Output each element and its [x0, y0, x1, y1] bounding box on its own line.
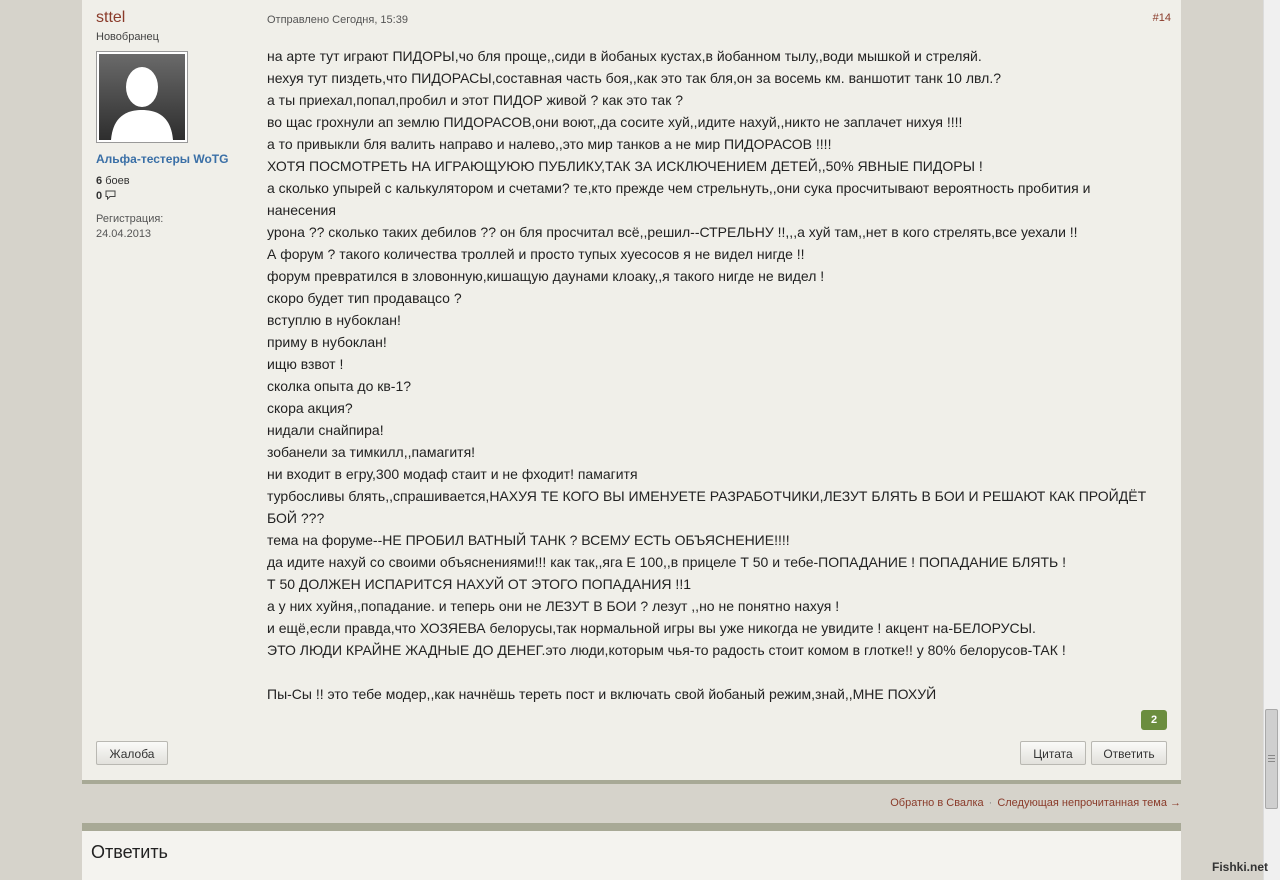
report-button[interactable]: Жалоба — [96, 741, 168, 765]
post-line — [267, 661, 1167, 683]
post-date: Отправлено Сегодня, 15:39 — [267, 14, 408, 26]
scrollbar-thumb[interactable] — [1265, 709, 1278, 809]
post-line: нидали снайпира! — [267, 422, 384, 438]
nav-separator: · — [988, 797, 993, 809]
post-permalink[interactable]: #14 — [1152, 12, 1171, 24]
post-line: приму в нубоклан! — [267, 334, 387, 350]
reply-section-title: Ответить — [91, 842, 168, 862]
post-line: турбосливы блять,,спрашивается,НАХУЯ ТЕ КОГО ВЫ ИМЕНУЕТЕ РАЗРАБОТЧИКИ,ЛЕЗУТ БЛЯТЬ В БОИ И РЕШАЮТ КАК ПРОЙДЁТ — [267, 488, 1147, 504]
post-line: ищю взвот ! — [267, 356, 344, 372]
scrollbar-grip-line — [1268, 761, 1275, 762]
post-line: и ещё,если правда,что ХОЗЯЕВА белорусы,так нормальной игры вы уже никогда не увидите ! акцент на-БЕЛОРУСЫ. — [267, 620, 1036, 636]
scrollbar-grip-line — [1268, 755, 1275, 756]
post-line: урона ?? сколько таких дебилов ?? он бля просчитал всё,,решил--СТРЕЛЬНУ !!,,,а хуй там,,нет в кого стрелять,все уехали !! — [267, 224, 1078, 240]
reputation-badge[interactable]: 2 — [1141, 710, 1167, 730]
post-line: нанесения — [267, 202, 336, 218]
post-body — [267, 45, 1167, 705]
reply-section-divider — [82, 823, 1181, 831]
author-comments-stat — [96, 190, 116, 202]
post-line: вступлю в нубоклан! — [267, 312, 401, 328]
post-line: зобанели за тимкилл,,памагитя! — [267, 444, 476, 460]
back-to-forum-link[interactable]: Обратно в Свалка — [890, 797, 984, 809]
post-line: ЭТО ЛЮДИ КРАЙНЕ ЖАДНЫЕ ДО ДЕНЕГ.это люди,которым чья-то радость стоит комом в глотке!! у 80% белорусов-ТАК ! — [267, 642, 1066, 658]
author-name-link[interactable]: sttel — [96, 9, 126, 26]
post-line: во щас грохнули ап землю ПИДОРАСОВ,они воют,,да сосите хуй,,идите нахуй,,никто не заплачет нихуя !!!! — [267, 114, 963, 130]
post-line: А форум ? такого количества троллей и просто тупых хуесосов я не видел нигде !! — [267, 246, 805, 262]
post-line: а у них хуйня,,попадание. и теперь они не ЛЕЗУТ В БОИ ? лезут ,,но не понятно нахуя ! — [267, 598, 840, 614]
post-line: Пы-Сы !! это тебе модер,,как начнёшь тереть пост и включать свой йобаный режим,знай,,МНЕ ПОХУЙ — [267, 686, 937, 702]
post-line: БОЙ ??? — [267, 510, 325, 526]
post-divider — [82, 780, 1181, 784]
post-line: нехуя тут пиздеть,что ПИДОРАСЫ,составная часть боя,,как это так бля,он за восемь км. ваншотит танк 10 лвл.? — [267, 70, 1001, 86]
reply-button[interactable]: Ответить — [1091, 741, 1167, 765]
battles-label: боев — [105, 175, 130, 187]
topic-navigation — [82, 797, 1181, 809]
post-line: на арте тут играют ПИДОРЫ,чо бля проще,,сиди в йобаных кустах,в йобанном тылу,,води мышкой и стреляй. — [267, 48, 982, 64]
quote-button[interactable]: Цитата — [1020, 741, 1086, 765]
author-battles-stat — [96, 175, 130, 187]
post-line: а то привыкли бля валить направо и налево,,это мир танков а не мир ПИДОРАСОВ !!!! — [267, 136, 832, 152]
post-line: форум превратился в зловонную,кишащую даунами клоаку,,я такого нигде не видел ! — [267, 268, 825, 284]
battles-count: 6 — [96, 175, 103, 187]
post-line: тема на форуме--НЕ ПРОБИЛ ВАТНЫЙ ТАНК ? ВСЕМУ ЕСТЬ ОБЪЯСНЕНИЕ!!!! — [267, 532, 790, 548]
post-line: сколка опыта до кв-1? — [267, 378, 412, 394]
default-user-silhouette-icon — [99, 54, 185, 140]
avatar[interactable] — [96, 51, 188, 143]
post-line: а сколько упырей с калькулятором и счетами? те,кто прежде чем стрельнуть,,они сука просчитывают вероятность пробития и — [267, 180, 1091, 196]
watermark: Fishki.net — [1212, 860, 1269, 874]
post-line: а ты приехал,попал,пробил и этот ПИДОР живой ? как это так ? — [267, 92, 684, 108]
post-line: ХОТЯ ПОСМОТРЕТЬ НА ИГРАЮЩУЮЮ ПУБЛИКУ,ТАК ЗА ИСКЛЮЧЕНИЕМ ДЕТЕЙ,,50% ЯВНЫЕ ПИДОРЫ ! — [267, 158, 983, 174]
author-rank: Новобранец — [96, 31, 159, 43]
post-line: Т 50 ДОЛЖЕН ИСПАРИТСЯ НАХУЙ ОТ ЭТОГО ПОПАДАНИЯ !!1 — [267, 576, 691, 592]
comments-count: 0 — [96, 190, 103, 202]
scrollbar-grip-line — [1268, 758, 1275, 759]
reply-section — [82, 831, 1181, 880]
next-unread-topic-link[interactable]: Следующая непрочитанная тема → — [997, 797, 1181, 809]
post-line: скоро будет тип продавацсо ? — [267, 290, 462, 306]
author-group-link[interactable]: Альфа-тестеры WoTG — [96, 152, 229, 166]
post-line: ни входит в егру,300 модаф стаит и не фходит! памагитя — [267, 466, 638, 482]
post-line: скора акция? — [267, 400, 353, 416]
registration-label: Регистрация: — [96, 213, 164, 225]
registration-date: 24.04.2013 — [96, 228, 152, 240]
post-line: да идите нахуй со своими объяснениями!!! как так,,яга Е 100,,в прицеле Т 50 и тебе-ПОПАДАНИЕ ! ПОПАДАНИЕ БЛЯТЬ ! — [267, 554, 1066, 570]
speech-bubble-icon — [105, 190, 116, 202]
